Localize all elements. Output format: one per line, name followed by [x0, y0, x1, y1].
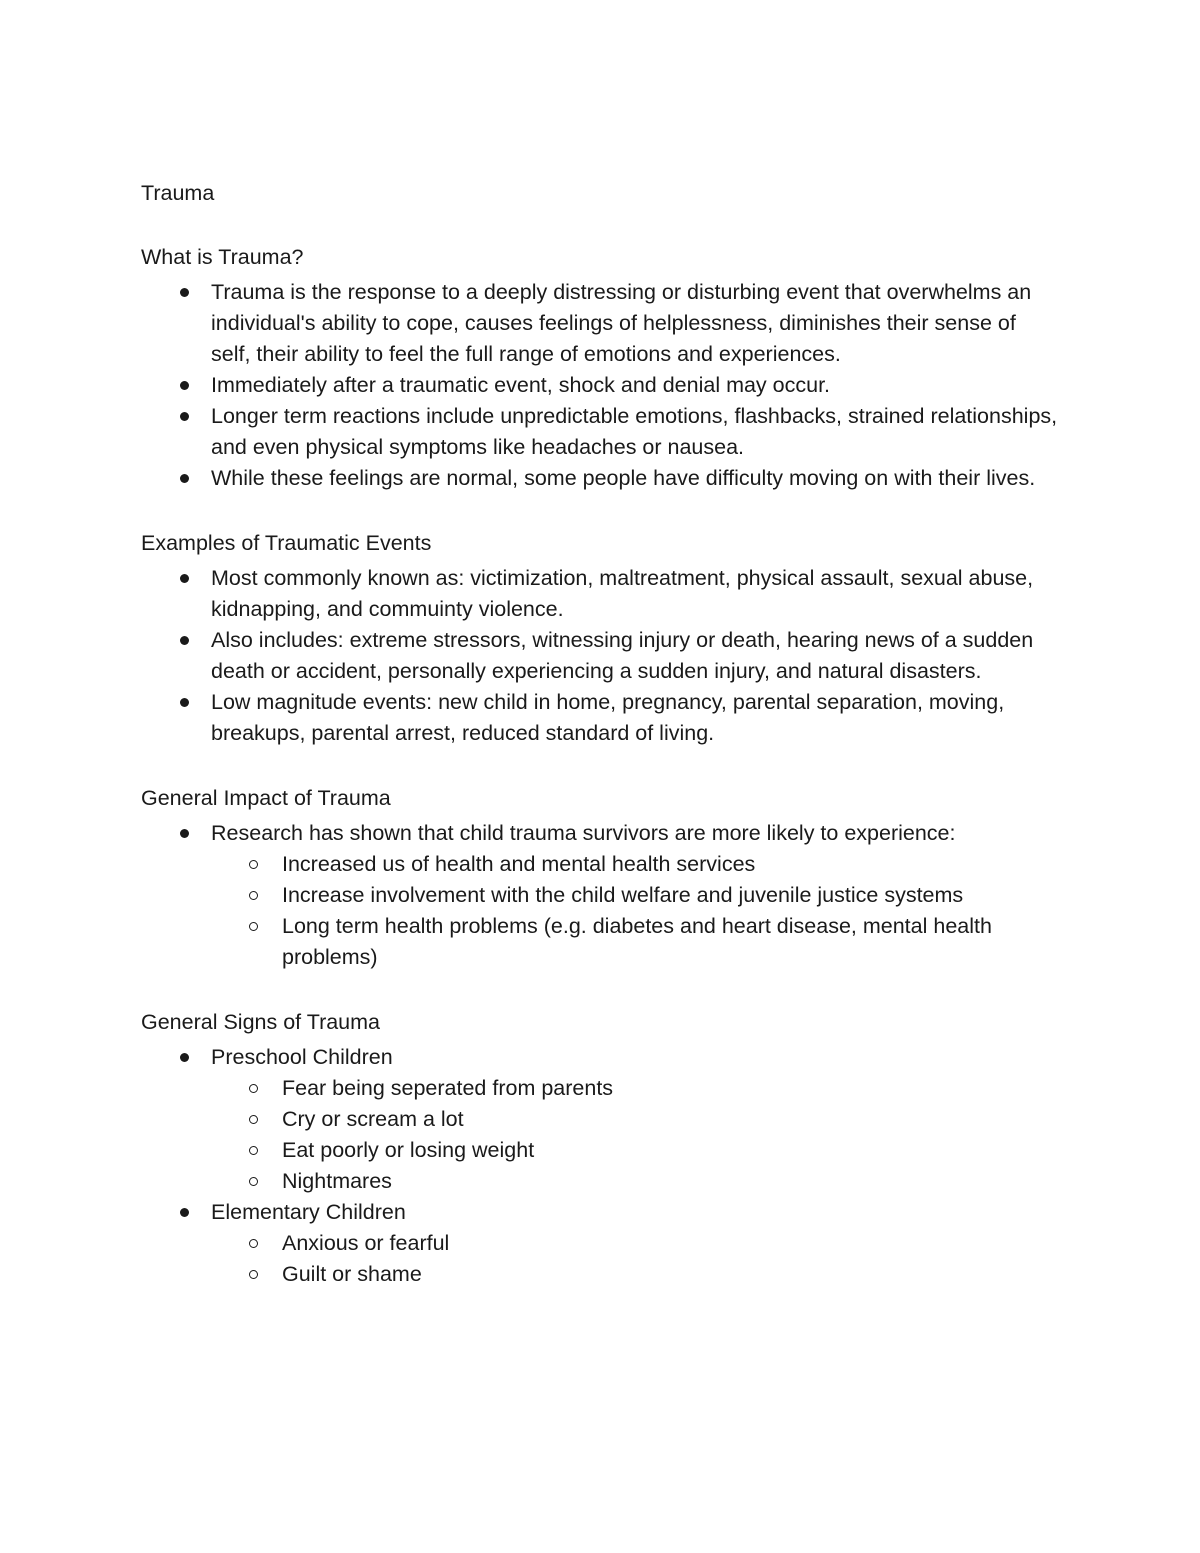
sub-list-item-text: Anxious or fearful	[282, 1231, 450, 1255]
sub-list-item-text: Eat poorly or losing weight	[282, 1138, 535, 1162]
sub-list-item-text: Nightmares	[282, 1169, 392, 1193]
section-heading: General Signs of Trauma	[141, 1010, 381, 1034]
bullet-icon	[180, 474, 189, 483]
sub-list-item-text: Increased us of health and mental health services	[282, 852, 756, 876]
list-item	[141, 401, 1061, 463]
list-item-text: Elementary Children	[211, 1200, 406, 1224]
sub-list-item	[211, 880, 1061, 911]
list-item-text: Immediately after a traumatic event, shock and denial may occur.	[211, 373, 831, 397]
hollow-bullet-icon	[249, 1177, 258, 1186]
list-item-text: Most commonly known as: victimization, maltreatment, physical assault, sexual abuse, kidnapping, and commuinty violence.	[211, 566, 1034, 621]
section-what-is-trauma	[141, 242, 1061, 494]
list-item	[141, 370, 1061, 401]
list-item-text: Longer term reactions include unpredictable emotions, flashbacks, strained relationships, and even physical symptoms like headaches or nausea.	[211, 404, 1058, 459]
document-page	[141, 178, 1061, 1290]
section-general-signs	[141, 1007, 1061, 1290]
bullet-icon	[180, 829, 189, 838]
bullet-list	[141, 277, 1061, 494]
list-item	[141, 563, 1061, 625]
list-item	[141, 277, 1061, 370]
bullet-list	[141, 563, 1061, 749]
bullet-icon	[180, 1208, 189, 1217]
bullet-icon	[180, 698, 189, 707]
bullet-icon	[180, 288, 189, 297]
hollow-bullet-icon	[249, 1270, 258, 1279]
bullet-list	[141, 818, 1061, 973]
sub-bullet-list	[211, 1228, 1061, 1290]
list-item-text: Low magnitude events: new child in home, pregnancy, parental separation, moving, breakups, parental arrest, reduced standard of living.	[211, 690, 1005, 745]
sub-list-item	[211, 1228, 1061, 1259]
bullet-icon	[180, 1053, 189, 1062]
sub-list-item	[211, 1073, 1061, 1104]
sub-list-item-text: Cry or scream a lot	[282, 1107, 464, 1131]
hollow-bullet-icon	[249, 1146, 258, 1155]
hollow-bullet-icon	[249, 891, 258, 900]
hollow-bullet-icon	[249, 1115, 258, 1124]
sub-list-item-text: Increase involvement with the child welfare and juvenile justice systems	[282, 883, 964, 907]
section-examples	[141, 528, 1061, 749]
sub-list-item-text: Long term health problems (e.g. diabetes and heart disease, mental health problems)	[282, 914, 992, 969]
sub-list-item	[211, 1166, 1061, 1197]
bullet-icon	[180, 636, 189, 645]
bullet-icon	[180, 574, 189, 583]
list-item-text: Research has shown that child trauma survivors are more likely to experience:	[211, 821, 956, 845]
hollow-bullet-icon	[249, 860, 258, 869]
section-heading: What is Trauma?	[141, 245, 304, 269]
sub-list-item-text: Guilt or shame	[282, 1262, 422, 1286]
document-title: Trauma	[141, 181, 215, 205]
list-item	[141, 687, 1061, 749]
bullet-list	[141, 1042, 1061, 1290]
list-item-text: Preschool Children	[211, 1045, 393, 1069]
section-general-impact	[141, 783, 1061, 973]
bullet-icon	[180, 412, 189, 421]
list-item-text: Trauma is the response to a deeply distressing or disturbing event that overwhelms an individual's ability to cope, causes feelings of helplessness, diminishes their sense of self, their ability to feel the full range of emotions and experiences.	[211, 280, 1032, 366]
list-item	[141, 625, 1061, 687]
list-item	[141, 1042, 1061, 1197]
list-item-text: Also includes: extreme stressors, witnessing injury or death, hearing news of a sudden death or accident, personally experiencing a sudden injury, and natural disasters.	[211, 628, 1034, 683]
sub-list-item-text: Fear being seperated from parents	[282, 1076, 614, 1100]
hollow-bullet-icon	[249, 1239, 258, 1248]
list-item-text: While these feelings are normal, some people have difficulty moving on with their lives.	[211, 466, 1036, 490]
sub-list-item	[211, 1259, 1061, 1290]
sub-bullet-list	[211, 849, 1061, 973]
section-heading: Examples of Traumatic Events	[141, 531, 432, 555]
list-item	[141, 818, 1061, 973]
hollow-bullet-icon	[249, 922, 258, 931]
bullet-icon	[180, 381, 189, 390]
hollow-bullet-icon	[249, 1084, 258, 1093]
list-item	[141, 463, 1061, 494]
sub-list-item	[211, 1104, 1061, 1135]
sub-list-item	[211, 1135, 1061, 1166]
sub-list-item	[211, 849, 1061, 880]
sub-list-item	[211, 911, 1061, 973]
list-item	[141, 1197, 1061, 1290]
sub-bullet-list	[211, 1073, 1061, 1197]
section-heading: General Impact of Trauma	[141, 786, 391, 810]
